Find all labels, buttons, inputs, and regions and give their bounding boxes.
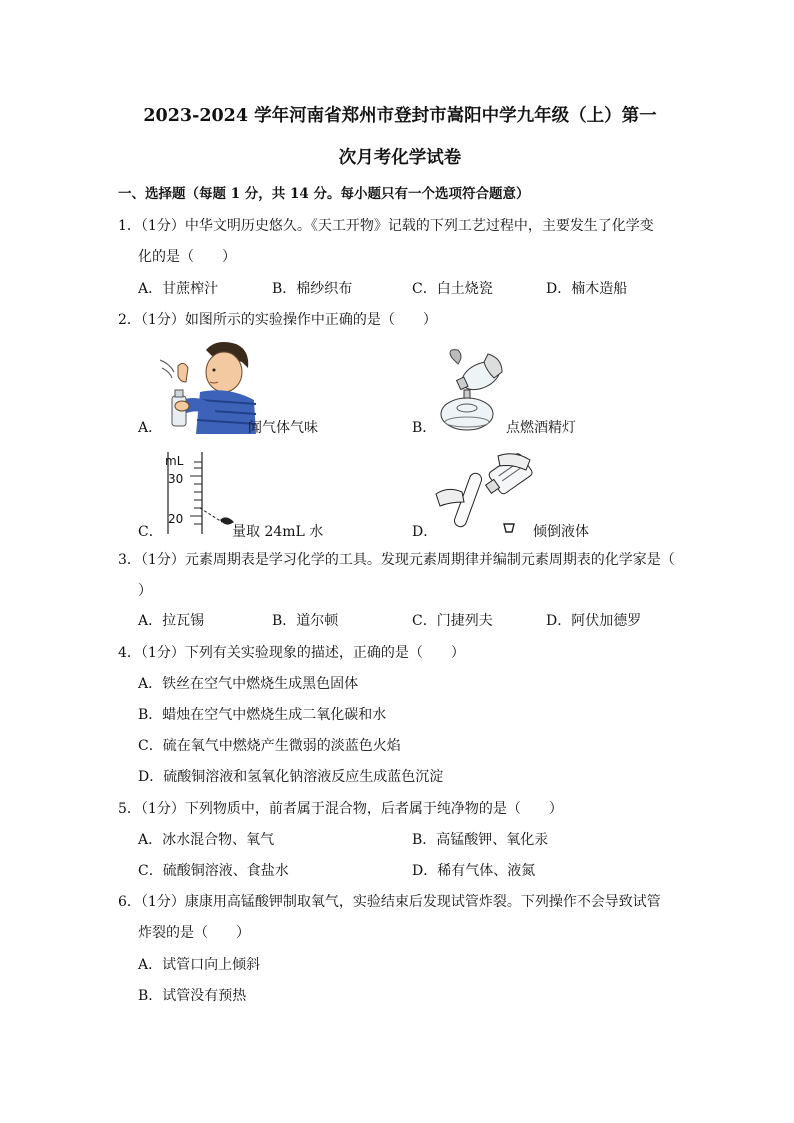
q3-option-d: D．阿伏加德罗 xyxy=(546,613,642,629)
exam-title-line2: 次月考化学试卷 xyxy=(338,148,462,168)
q2-option-a-letter: A． xyxy=(138,420,163,436)
q4-option-a: A．铁丝在空气中燃烧生成黑色固体 xyxy=(138,676,359,692)
cylinder-unit-label: mL xyxy=(165,454,184,468)
smelling-gas-illustration xyxy=(158,338,258,434)
q5-text: 5．（1分）下列物质中，前者属于混合物，后者属于纯净物的是（ ） xyxy=(118,801,563,817)
q3-text-line1: 3．（1分）元素周期表是学习化学的工具。发现元素周期律并编制元素周期表的化学家是（ xyxy=(118,552,675,568)
q6-text-line1: 6．（1分）康康用高锰酸钾制取氧气，实验结束后发现试管炸裂。下列操作不会导致试管 xyxy=(118,894,661,910)
q6-option-a: A．试管口向上倾斜 xyxy=(138,957,261,973)
q6-text-line2: 炸裂的是（ ） xyxy=(138,925,250,941)
alcohol-lamp-illustration xyxy=(428,348,508,434)
q1-option-b: B．棉纱织布 xyxy=(272,281,353,297)
q1-option-a: A．甘蔗榨汁 xyxy=(138,281,219,297)
q4-option-b: B．蜡烛在空气中燃烧生成二氧化碳和水 xyxy=(138,707,387,723)
q2-option-b-caption: 点燃酒精灯 xyxy=(506,420,576,436)
pouring-liquid-illustration xyxy=(434,450,538,534)
q2-option-d-letter: D． xyxy=(412,524,438,540)
q5-option-b: B．高锰酸钾、氧化汞 xyxy=(412,832,549,848)
q1-text-line2: 化的是（ ） xyxy=(138,249,236,265)
q3-option-b: B．道尔顿 xyxy=(272,613,339,629)
q2-option-c-letter: C． xyxy=(138,524,163,540)
cylinder-tick-20: 20 xyxy=(168,512,184,526)
q3-option-a: A．拉瓦锡 xyxy=(138,613,205,629)
q4-text: 4．（1分）下列有关实验现象的描述，正确的是（ ） xyxy=(118,645,465,661)
q1-option-d: D．楠木造船 xyxy=(546,281,628,297)
q4-option-c: C．硫在氧气中燃烧产生微弱的淡蓝色火焰 xyxy=(138,738,401,754)
q1-option-c: C．白土烧瓷 xyxy=(412,281,493,297)
q1-text-line1: 1．（1分）中华文明历史悠久。《天工开物》记载的下列工艺过程中，主要发生了化学变 xyxy=(118,218,654,234)
q5-option-c: C．硫酸铜溶液、食盐水 xyxy=(138,863,289,879)
q5-option-a: A．冰水混合物、氧气 xyxy=(138,832,275,848)
q5-option-d: D．稀有气体、液氮 xyxy=(412,863,536,879)
exam-title-line1: 2023-2024 学年河南省郑州市登封市嵩阳中学九年级（上）第一 xyxy=(143,106,657,126)
q2-option-c-caption: 量取 24mL 水 xyxy=(232,524,324,540)
q2-option-d-caption: 倾倒液体 xyxy=(533,524,589,540)
q2-option-b-letter: B． xyxy=(412,420,437,436)
q6-option-b: B．试管没有预热 xyxy=(138,988,247,1004)
q4-option-d: D．硫酸铜溶液和氢氧化钠溶液反应生成蓝色沉淀 xyxy=(138,769,444,785)
q3-text-line2: ） xyxy=(138,583,152,599)
q3-option-c: C．门捷列夫 xyxy=(412,613,493,629)
q2-text: 2．（1分）如图所示的实验操作中正确的是（ ） xyxy=(118,312,437,328)
cylinder-tick-30: 30 xyxy=(168,472,184,486)
stopper-icon xyxy=(503,522,515,534)
q2-option-a-caption: 闻气体气味 xyxy=(248,420,318,436)
section-heading: 一、选择题（每题 1 分，共 14 分。每小题只有一个选项符合题意） xyxy=(118,186,530,202)
